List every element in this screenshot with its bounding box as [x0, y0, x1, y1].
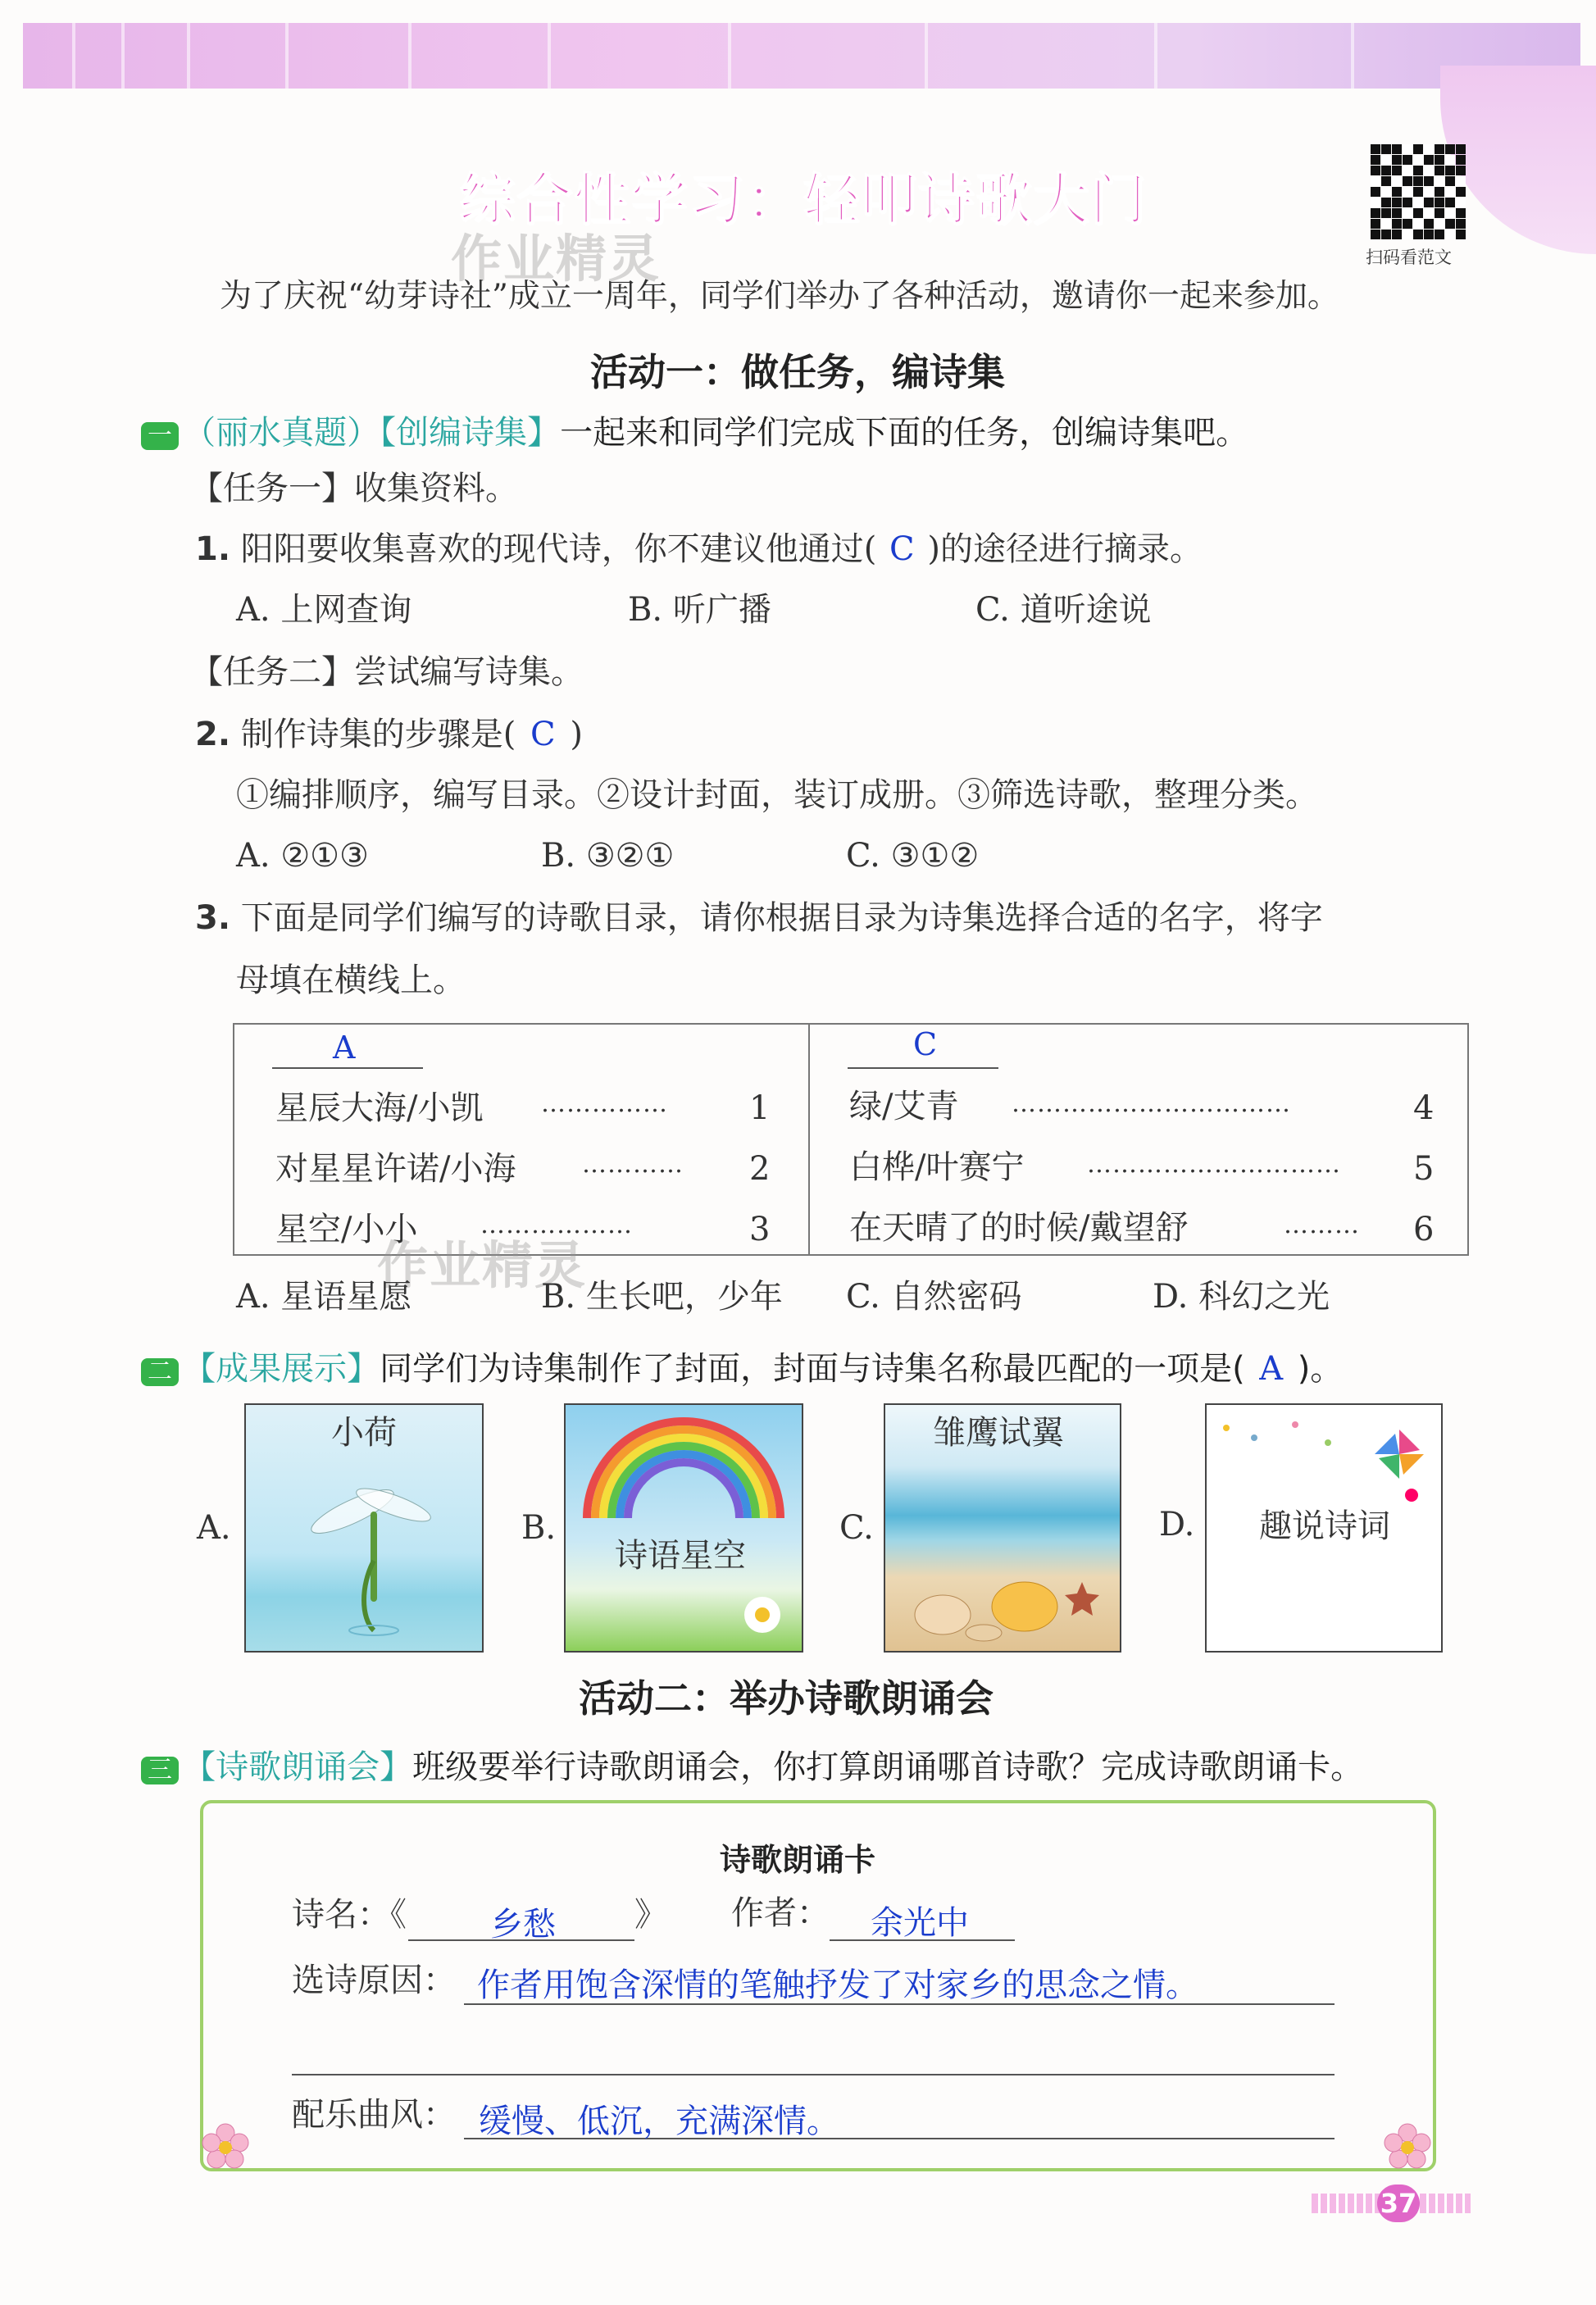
- option-c[interactable]: C. 自然密码: [846, 1278, 1022, 1316]
- qr-caption: 扫码看范文: [1366, 248, 1452, 267]
- toc-title: 在天晴了的时候/戴望舒: [849, 1209, 1189, 1247]
- intro-text: 为了庆祝“幼芽诗社”成立一周年，同学们举办了各种活动，邀请你一起来参加。: [220, 278, 1339, 315]
- seashell-icon: [893, 1557, 1112, 1648]
- toc-left-answer[interactable]: A: [333, 1030, 356, 1066]
- toc-right-blank[interactable]: [848, 1067, 998, 1069]
- flower-icon: [1380, 2120, 1435, 2174]
- toc-row: [275, 1150, 516, 1188]
- music-field[interactable]: 缓慢、低沉，充满深情。: [479, 2103, 839, 2140]
- section-text: 一起来和同学们完成下面的任务，创编诗集吧。: [560, 414, 1249, 452]
- author-field[interactable]: 余光中: [871, 1904, 969, 1942]
- task-1: 【任务一】收集资料。: [190, 470, 518, 507]
- option-a[interactable]: A. ②①③: [236, 837, 369, 875]
- activity-heading-1: 活动一：做任务，编诗集: [590, 350, 1005, 394]
- option-b[interactable]: B. 生长吧，少年: [541, 1278, 783, 1316]
- section-1: [141, 407, 1248, 453]
- question-text: 制作诗集的步骤是(: [240, 716, 516, 753]
- cover-caption: 趣说诗词: [1259, 1507, 1390, 1545]
- toc-page: 4: [1413, 1089, 1435, 1127]
- task-2: 【任务二】尝试编写诗集。: [190, 653, 584, 691]
- option-a[interactable]: A. 上网查询: [236, 591, 412, 629]
- section-text: 同学们为诗集制作了封面，封面与诗集名称最匹配的一项是(: [380, 1350, 1245, 1388]
- daisy-icon: [738, 1590, 787, 1639]
- section-text: 班级要举行诗歌朗诵会，你打算朗诵哪首诗歌？完成诗歌朗诵卡。: [412, 1748, 1364, 1786]
- cover-caption: 雏鹰试翼: [933, 1414, 1064, 1452]
- dragonfly-icon: [303, 1462, 434, 1643]
- toc-row: [275, 1089, 484, 1127]
- question-2: [195, 718, 583, 751]
- option-b[interactable]: B. ③②①: [541, 837, 675, 875]
- toc-dots: ……………: [541, 1089, 668, 1118]
- cover-letter-a: A.: [197, 1509, 231, 1547]
- top-banner: [23, 23, 1580, 89]
- toc-title: 星辰大海/小凯: [275, 1089, 484, 1127]
- answer-blank[interactable]: C: [530, 716, 556, 753]
- section-number-2: 二: [141, 1358, 179, 1386]
- activity-heading-2: 活动二：举办诗歌朗诵会: [579, 1676, 994, 1721]
- question-number: 1.: [195, 530, 231, 568]
- section-tag: 【创编诗集】: [380, 414, 561, 452]
- toc-page: 5: [1413, 1150, 1435, 1188]
- option-b[interactable]: B. 听广播: [628, 591, 771, 629]
- toc-page: 2: [749, 1150, 771, 1188]
- watermark: 作业精灵: [377, 1235, 588, 1295]
- answer-blank[interactable]: C: [889, 530, 915, 568]
- pinwheel-icon: [1362, 1421, 1436, 1512]
- question-text: 下面是同学们编写的诗歌目录，请你根据目录为诗集选择合适的名字，将字: [240, 899, 1323, 937]
- qr-code[interactable]: [1371, 144, 1466, 239]
- cover-c[interactable]: [884, 1403, 1121, 1653]
- question-text-end: )的途径进行摘录。: [927, 530, 1203, 568]
- toc-dots: ………………: [480, 1211, 633, 1239]
- cover-letter-c: C.: [839, 1509, 874, 1547]
- toc-left-blank[interactable]: [272, 1067, 423, 1069]
- option-a[interactable]: A. 星语星愿: [236, 1278, 412, 1316]
- question-text-end: ): [570, 716, 583, 753]
- toc-dots: …………: [582, 1150, 684, 1179]
- page-number: 37: [1377, 2185, 1420, 2222]
- flower-icon: [198, 2120, 252, 2174]
- question-number: 3.: [195, 899, 231, 937]
- toc-title: 白桦/叶赛宁: [849, 1148, 1025, 1186]
- poem-field[interactable]: 乡愁: [490, 1906, 556, 1944]
- question-3: [195, 899, 1323, 937]
- section-tag: 【诗歌朗诵会】: [183, 1748, 413, 1786]
- toc-title: 星空/小小: [275, 1211, 418, 1248]
- toc-dots: ……………………………: [1012, 1089, 1291, 1118]
- toc-dots: ………: [1284, 1211, 1360, 1239]
- reason-label: 选诗原因：: [292, 1962, 456, 1999]
- cover-d[interactable]: [1205, 1403, 1443, 1653]
- cover-letter-d: D.: [1159, 1506, 1195, 1543]
- section-number-1: 一: [141, 422, 179, 450]
- question-text: 阳阳要收集喜欢的现代诗，你不建议他通过(: [240, 530, 877, 568]
- cover-b[interactable]: [564, 1403, 803, 1653]
- reason-field-line-2[interactable]: [292, 2074, 1335, 2075]
- page-title: 综合性学习：轻叩诗歌大门: [459, 168, 1148, 233]
- cover-a[interactable]: [244, 1403, 484, 1653]
- cover-caption: 小荷: [331, 1414, 397, 1452]
- toc-page: 1: [749, 1089, 771, 1127]
- poem-close: 》: [634, 1896, 667, 1934]
- decor-dots: [1218, 1416, 1349, 1449]
- question-3-continued: 母填在横线上。: [236, 962, 466, 999]
- answer-blank[interactable]: A: [1259, 1350, 1284, 1388]
- toc-title: 绿/艾青: [849, 1088, 959, 1125]
- toc-title: 对星星许诺/小海: [275, 1150, 516, 1188]
- section-number-3: 三: [141, 1757, 179, 1784]
- card-title: 诗歌朗诵卡: [720, 1842, 876, 1878]
- section-2: [141, 1343, 1343, 1389]
- option-c[interactable]: C. 道听途说: [975, 591, 1152, 629]
- steps-text: ①编排顺序，编写目录。②设计封面，装订成册。③筛选诗歌，整理分类。: [236, 776, 1318, 814]
- author-label: 作者：: [731, 1894, 830, 1932]
- rainbow-icon: [579, 1413, 789, 1520]
- section-tag: 【成果展示】: [183, 1350, 380, 1388]
- cover-caption: 诗语星空: [615, 1537, 746, 1575]
- option-c[interactable]: C. ③①②: [846, 837, 980, 875]
- music-label: 配乐曲风：: [292, 2096, 456, 2134]
- toc-dots: …………………………: [1087, 1150, 1341, 1179]
- reason-field[interactable]: 作者用饱含深情的笔触抒发了对家乡的思念之情。: [477, 1966, 1198, 2004]
- toc-right-answer[interactable]: C: [913, 1026, 938, 1062]
- section-text-end: )。: [1297, 1350, 1344, 1388]
- question-number: 2.: [195, 716, 231, 753]
- watermark: 作业精灵: [451, 229, 662, 289]
- cover-letter-b: B.: [521, 1509, 557, 1547]
- toc-page: 3: [749, 1211, 771, 1248]
- toc-page: 6: [1413, 1211, 1435, 1248]
- section-3: [141, 1741, 1363, 1788]
- poem-label: 诗名：《: [292, 1896, 407, 1934]
- section-source: （丽水真题）: [183, 414, 380, 452]
- option-d[interactable]: D. 科幻之光: [1153, 1278, 1330, 1316]
- question-1: [195, 530, 1203, 568]
